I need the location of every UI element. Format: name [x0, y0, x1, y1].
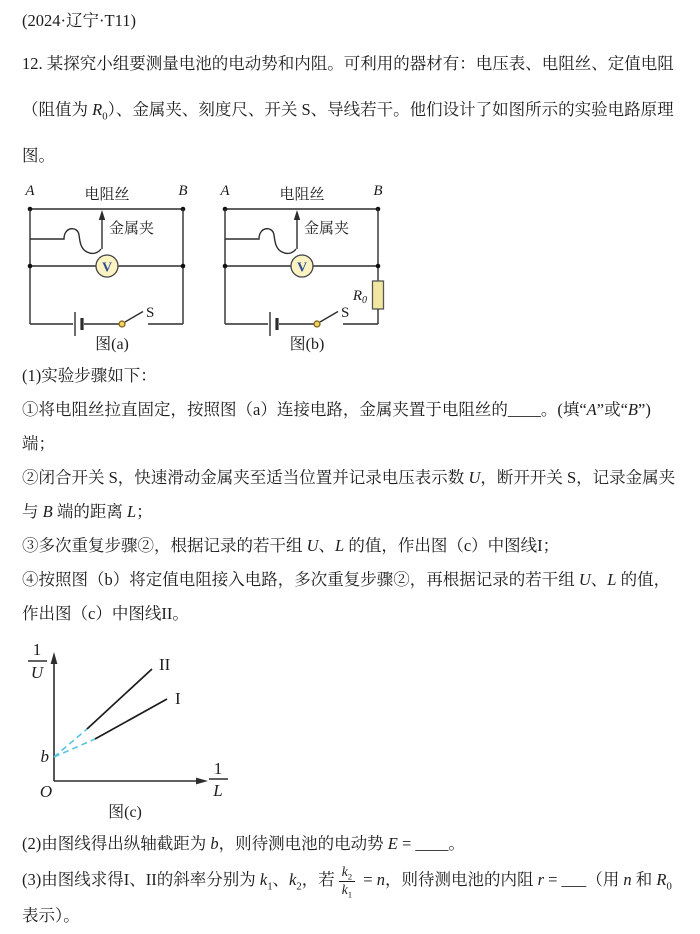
dashed-extrapolation-line-2	[54, 729, 87, 757]
switch-blade	[320, 312, 338, 323]
flexible-wire	[225, 229, 296, 254]
figure-a-caption: 图(a)	[95, 336, 129, 353]
resistance-wire-label: 电阻丝	[279, 187, 325, 203]
terminal-a-label: A	[220, 183, 230, 199]
graph-c-svg	[2, 635, 252, 821]
switch-label: S	[341, 305, 350, 321]
question-3	[22, 862, 678, 934]
y-axis-arrow	[51, 652, 58, 664]
switch-pivot	[119, 321, 125, 327]
figure-c-caption: 图(c)	[108, 804, 142, 821]
dashed-extrapolation-line-1	[54, 739, 95, 757]
question-3-suffix: = n，则待测电池的内阻 r = ___（用 n 和 $R_0$ 表示）。	[22, 870, 672, 925]
line-2-label: II	[159, 655, 171, 674]
question-3-prefix: (3)由图线求得I、II的斜率分别为 $k_1$、$k_2$，若	[22, 870, 335, 893]
x-axis-denominator: L	[213, 781, 223, 800]
resistance-wire-label: 电阻丝	[84, 187, 130, 203]
resistor-symbol: R	[352, 288, 362, 304]
clamp-label: 金属夹	[109, 221, 155, 237]
figure-b-caption: 图(b)	[289, 336, 325, 353]
fraction-numerator: $k_2$	[339, 864, 355, 881]
junction-dot	[223, 264, 228, 269]
y-axis-denominator: U	[30, 663, 44, 682]
circuit-diagram-b	[210, 181, 395, 353]
terminal-b-label: B	[373, 183, 383, 199]
junction-dot	[376, 264, 381, 269]
switch-label: S	[146, 305, 155, 321]
resistor-subscript: 0	[362, 295, 367, 306]
junction-dot	[28, 264, 33, 269]
step-2: ②闭合开关 S，快速滑动金属夹至适当位置并记录电压表示数 U，断开开关 S，记录金属夹与 B 端的距离 L；	[22, 468, 676, 521]
switch-blade	[125, 312, 143, 323]
step-4: ④按照图（b）将定值电阻接入电路，多次重复步骤②，再根据记录的若干组 U、L 的值，作出图（c）中图线II。	[22, 570, 671, 623]
circuit-figures-row	[15, 181, 678, 353]
terminal-b-label: B	[178, 183, 188, 199]
switch-pivot	[314, 321, 320, 327]
step-1: ①将电阻丝拉直固定，按照图（a）连接电路，金属夹置于电阻丝的____。(填“A”或“B”) 端；	[22, 400, 651, 453]
problem-statement: 12. 某探究小组要测量电池的电动势和内阻。可利用的器材有：电压表、电阻丝、定值电阻（阻值为 $R_0$）、金属夹、刻度尺、开关 S、导线若干。他们设计了如图所示的实验电路原理图。	[22, 54, 674, 165]
y-axis-numerator: 1	[32, 640, 42, 659]
voltmeter-label: V	[101, 260, 113, 276]
flexible-wire	[30, 229, 101, 254]
x-axis-arrow	[196, 778, 208, 785]
circuit-diagram-a	[15, 181, 200, 353]
step-3: ③多次重复步骤②，根据记录的若干组 U、L 的值，作出图（c）中图线I；	[22, 536, 560, 555]
origin-label: O	[39, 782, 53, 801]
data-line-2	[87, 669, 152, 729]
slope-ratio-fraction	[339, 864, 355, 900]
voltmeter-label: V	[296, 260, 308, 276]
graph-figure-c	[2, 635, 678, 826]
source-tag: (2024·辽宁·T11)	[22, 11, 136, 30]
y-intercept-label: b	[40, 747, 49, 766]
terminal-a-label: A	[25, 183, 35, 199]
fixed-resistor-label	[352, 288, 367, 306]
line-1-label: I	[175, 689, 181, 708]
clamp-label: 金属夹	[304, 221, 350, 237]
fraction-denominator: $k_1$	[341, 881, 353, 900]
x-axis-numerator: 1	[213, 759, 223, 778]
steps-heading: (1)实验步骤如下：	[22, 366, 157, 385]
data-line-1	[95, 699, 167, 739]
fixed-resistor	[373, 281, 384, 309]
question-2: (2)由图线得出纵轴截距为 b，则待测电池的电动势 E = ____。	[22, 834, 465, 853]
junction-dot	[181, 264, 186, 269]
